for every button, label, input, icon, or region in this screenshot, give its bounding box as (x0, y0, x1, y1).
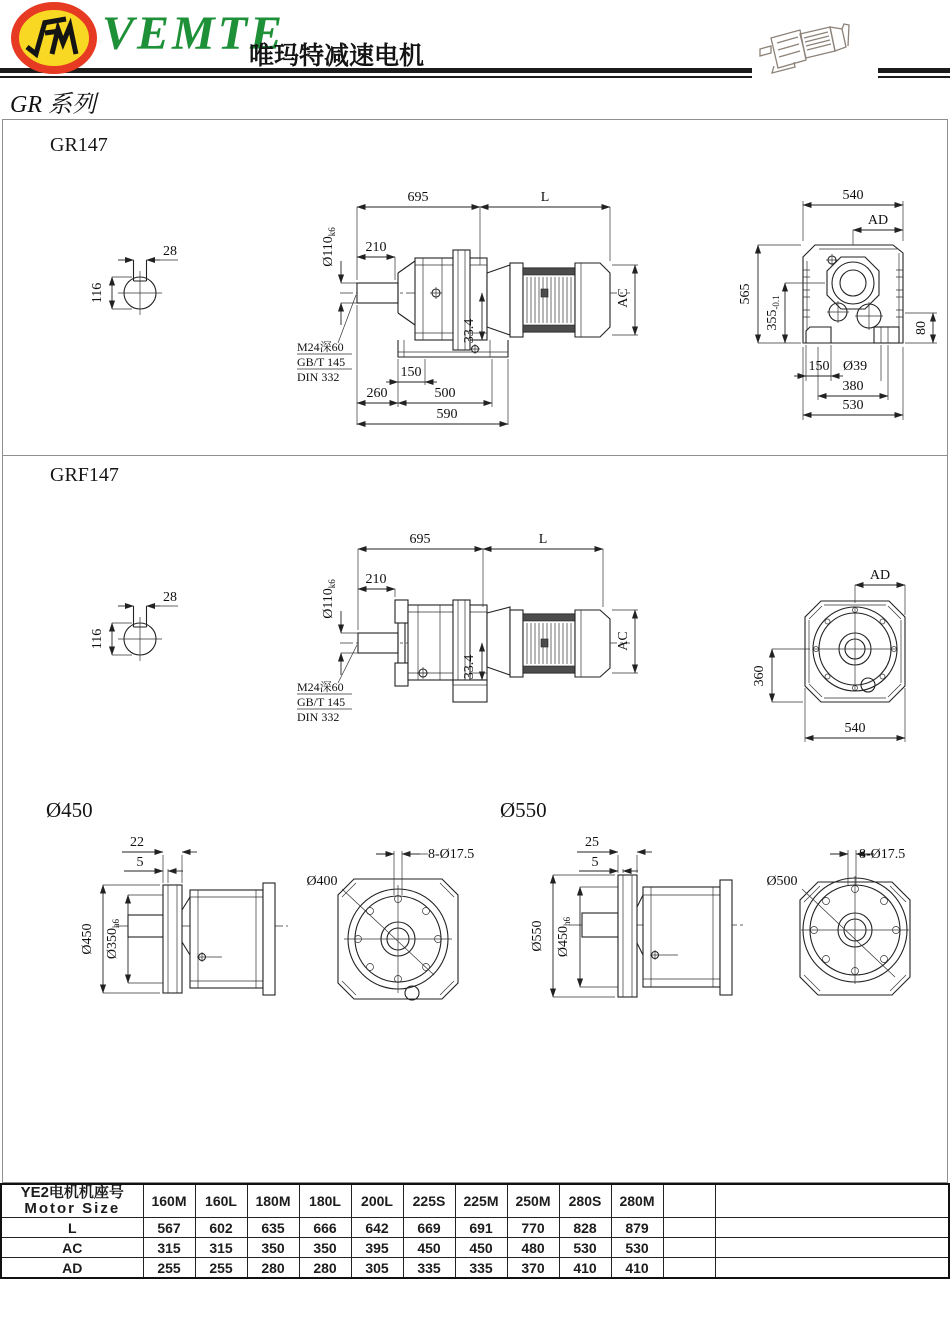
motor-outline (510, 263, 610, 337)
dim-pad-height: 80 (914, 321, 929, 335)
dim-bolt-holes: 8-Ø17.5 (859, 847, 906, 862)
motor-size-column: 180M (247, 1184, 299, 1218)
gr147-shaft-section-drawing (78, 240, 198, 332)
dimension-value: 828 (559, 1218, 611, 1238)
dimension-value: 315 (143, 1238, 195, 1258)
gr147-label: GR147 (50, 134, 108, 156)
table-row (1, 1258, 949, 1279)
empty-cell-wide (715, 1238, 949, 1258)
dimension-value: 770 (507, 1218, 559, 1238)
dim-base-length: 590 (436, 407, 458, 422)
dimension-value: 305 (351, 1258, 403, 1279)
grf147-side-view-drawing (290, 515, 650, 750)
dimension-value: 480 (507, 1238, 559, 1258)
dim-center-to-base: 360 (752, 665, 767, 687)
dimension-value: 879 (611, 1218, 663, 1238)
dimension-value: 635 (247, 1218, 299, 1238)
dimension-value: 370 (507, 1258, 559, 1279)
row-label: L (1, 1218, 143, 1238)
motor-size-column: 225S (403, 1184, 455, 1218)
dim-shaft-length: 210 (365, 240, 387, 255)
motor-size-column: 200L (351, 1184, 403, 1218)
row-label: AD (1, 1258, 143, 1279)
dim-gear-length: 695 (407, 190, 429, 205)
dimension-value: 335 (455, 1258, 507, 1279)
dim-rear-ad: AD (867, 213, 889, 228)
empty-cell (663, 1184, 715, 1218)
flange450-front-view (306, 847, 474, 1000)
motor-size-header: YE2电机机座号 Motor Size (1, 1184, 143, 1218)
motor-size-column: 180L (299, 1184, 351, 1218)
dim-key-width: 28 (163, 590, 177, 605)
dim-rear-center-height: $355_{-0.1}$ (765, 295, 781, 331)
brand-text: VEMTE (102, 7, 286, 60)
dimension-value: 350 (247, 1238, 299, 1258)
gearbox-outline (395, 600, 510, 702)
dim-flange-recess: 5 (591, 855, 599, 870)
dim-bolt-circle: Ø500 (766, 874, 798, 889)
dim-shaft-diameter: $Ø110_{k6}$ (321, 579, 337, 619)
dim-offset: 33.4 (462, 654, 477, 680)
dimension-value: 410 (559, 1258, 611, 1279)
grf147-label: GRF147 (50, 464, 119, 486)
dim-flange-thickness: 22 (130, 835, 144, 850)
motor-size-column: 280S (559, 1184, 611, 1218)
flange550-drawing (515, 825, 935, 1010)
dim-motor-od: AC (616, 631, 631, 651)
dim-tap-hole: M24深60 (297, 340, 344, 354)
dim-hole-span: 380 (842, 379, 864, 394)
empty-cell (663, 1238, 715, 1258)
gr147-side-view-drawing (290, 185, 650, 430)
empty-cell-wide (715, 1218, 949, 1238)
empty-cell (663, 1218, 715, 1238)
gr147-rear-view-drawing (735, 185, 950, 430)
dimension-value: 602 (195, 1218, 247, 1238)
dimension-value: 280 (299, 1258, 351, 1279)
dim-rear-ad: AD (869, 568, 891, 583)
dimension-value: 450 (455, 1238, 507, 1258)
dimension-value: 666 (299, 1218, 351, 1238)
flange450-drawing (60, 825, 480, 1010)
motor-thumbnail (752, 16, 878, 78)
brand-logo (10, 2, 98, 74)
table-row (1, 1218, 949, 1238)
empty-cell-wide (715, 1184, 949, 1218)
dimension-value: 642 (351, 1218, 403, 1238)
dimension-value: 530 (611, 1238, 663, 1258)
dim-rear-width: 540 (842, 188, 864, 203)
series-title: GR 系列 (10, 92, 96, 118)
dimension-value: 255 (195, 1258, 247, 1279)
dimension-value: 280 (247, 1258, 299, 1279)
dim-center-height: 116 (90, 628, 105, 650)
dimension-value: 350 (299, 1238, 351, 1258)
motor-size-column: 160L (195, 1184, 247, 1218)
dimension-table (0, 1183, 950, 1279)
grf147-shaft-section-drawing (78, 586, 198, 678)
dim-rear-height: 565 (738, 283, 753, 305)
dim-std-gb: GB/T 145 (297, 695, 346, 709)
dim-std-din: DIN 332 (297, 710, 340, 724)
dimension-value: 691 (455, 1218, 507, 1238)
brand-subtitle: 唯玛特减速电机 (249, 42, 425, 70)
dim-std-gb: GB/T 145 (297, 355, 346, 369)
dim-bolt-holes: 8-Ø17.5 (428, 847, 475, 862)
grf147-rear-view-drawing (750, 545, 950, 745)
dimension-value: 315 (195, 1238, 247, 1258)
dim-std-din: DIN 332 (297, 370, 340, 384)
dimension-value: 395 (351, 1238, 403, 1258)
flange550-side-view (530, 835, 745, 997)
dim-pad-width: 150 (808, 359, 830, 374)
dim-foot-length: 500 (434, 386, 456, 401)
empty-cell (663, 1258, 715, 1279)
empty-cell-wide (715, 1258, 949, 1279)
dim-base-width: 530 (842, 398, 864, 413)
dim-foot-pad: 150 (400, 365, 422, 380)
dim-shaft-diameter: $Ø110_{k6}$ (321, 227, 337, 267)
dim-spigot-diameter: $Ø450_{h6}$ (556, 916, 572, 958)
dim-flange-od: Ø450 (80, 923, 95, 955)
dim-motor-length: L (538, 532, 548, 547)
motor-size-column: 280M (611, 1184, 663, 1218)
dimension-value: 255 (143, 1258, 195, 1279)
dimension-value: 450 (403, 1238, 455, 1258)
dim-bolt-circle: Ø400 (306, 874, 338, 889)
dim-flange-recess: 5 (136, 855, 144, 870)
dim-foot-front: 260 (366, 386, 388, 401)
dim-motor-od: AC (616, 288, 631, 308)
dim-shaft-length: 210 (365, 572, 387, 587)
dim-flange-od: Ø550 (530, 920, 545, 952)
motor-size-column: 225M (455, 1184, 507, 1218)
dimension-value: 410 (611, 1258, 663, 1279)
dim-offset: 33.4 (462, 318, 477, 344)
dim-rear-width: 540 (844, 721, 866, 736)
dimension-value: 669 (403, 1218, 455, 1238)
gearbox-outline (398, 250, 510, 357)
row-label: AC (1, 1238, 143, 1258)
table-row (1, 1238, 949, 1258)
motor-outline (510, 610, 610, 677)
dimension-value: 530 (559, 1238, 611, 1258)
flange450-label: Ø450 (46, 798, 93, 822)
housing-outline (805, 601, 905, 702)
housing-outline (803, 245, 903, 343)
dim-tap-hole: M24深60 (297, 680, 344, 694)
motor-size-column: 250M (507, 1184, 559, 1218)
flange450-side-view (80, 835, 288, 995)
dim-key-width: 28 (163, 244, 177, 259)
dim-spigot-diameter: $Ø350_{h6}$ (105, 918, 121, 960)
dim-hole-diameter: Ø39 (843, 359, 868, 374)
flange550-front-view (766, 847, 910, 995)
motor-size-column: 160M (143, 1184, 195, 1218)
flange550-label: Ø550 (500, 798, 547, 822)
dimension-value: 335 (403, 1258, 455, 1279)
dim-motor-length: L (540, 190, 550, 205)
dim-center-height: 116 (90, 282, 105, 304)
dimension-value: 567 (143, 1218, 195, 1238)
dim-flange-thickness: 25 (585, 835, 599, 850)
dim-gear-length: 695 (409, 532, 431, 547)
